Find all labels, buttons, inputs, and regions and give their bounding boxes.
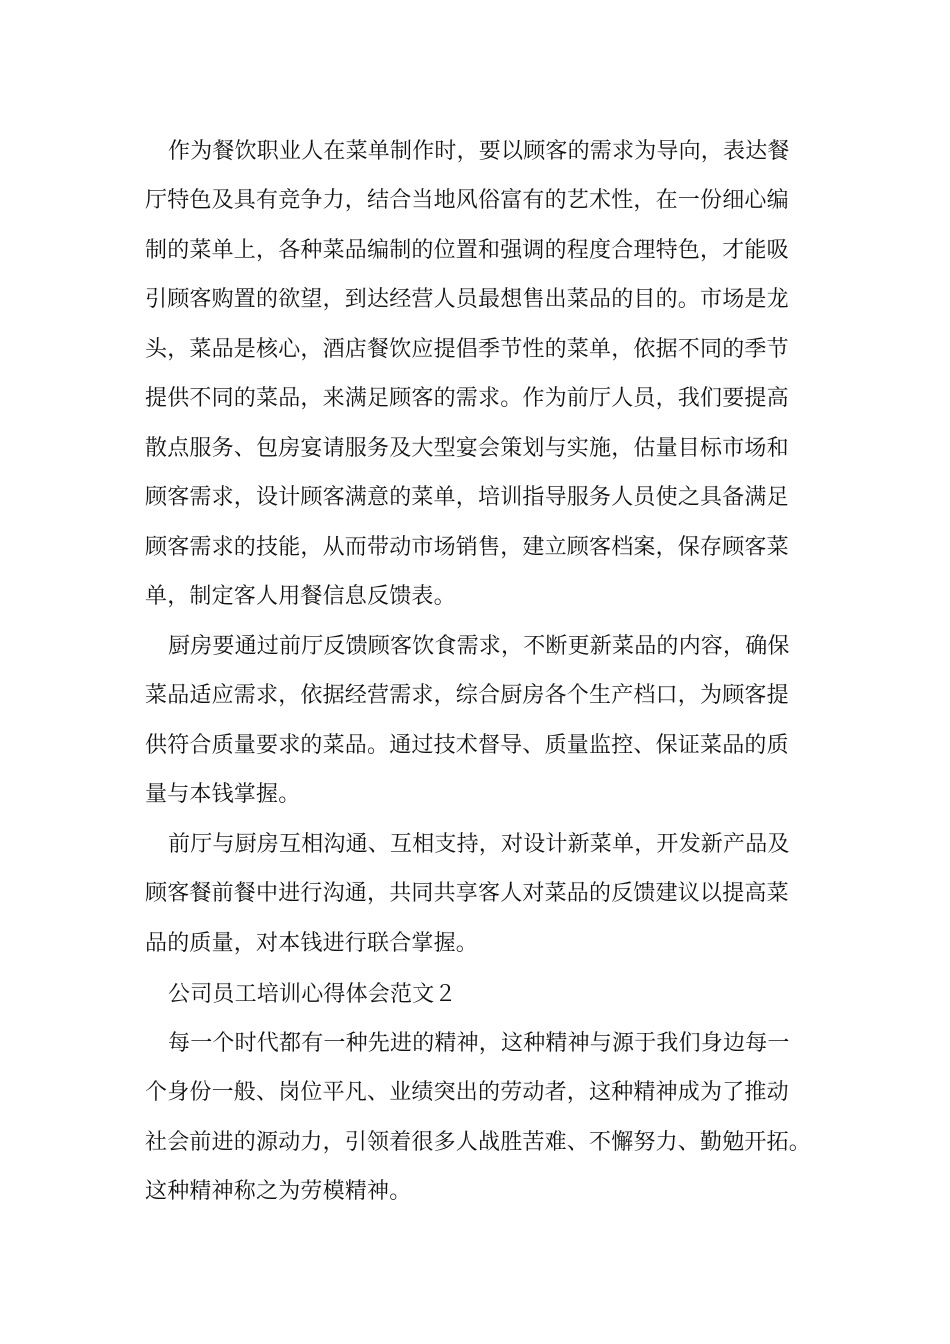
paragraph-line: 个身份一般、岗位平凡、业绩突出的劳动者，这种精神成为了推动 <box>145 1080 789 1105</box>
paragraph-line: 顾客餐前餐中进行沟通，共同共享客人对菜品的反馈建议以提高菜 <box>145 881 789 906</box>
paragraph-line: 提供不同的菜品，来满足顾客的需求。作为前厅人员，我们要提高 <box>145 386 789 411</box>
paragraph-line: 这种精神称之为劳模精神。 <box>145 1179 412 1204</box>
paragraph-line: 品的质量，对本钱进行联合掌握。 <box>145 931 479 956</box>
paragraph-line: 散点服务、包房宴请服务及大型宴会策划与实施，估量目标市场和 <box>145 436 789 461</box>
paragraph-line: 菜品适应需求，依据经营需求，综合厨房各个生产档口，为顾客提 <box>145 683 789 708</box>
section-heading: 公司员工培训心得体会范文２ <box>168 982 457 1007</box>
paragraph-line: 单，制定客人用餐信息反馈表。 <box>145 584 456 609</box>
paragraph-line: 供符合质量要求的菜品。通过技术督导、质量监控、保证菜品的质 <box>145 733 789 758</box>
paragraph-line: 引顾客购置的欲望，到达经营人员最想售出菜品的目的。市场是龙 <box>145 287 789 312</box>
paragraph-line: 量与本钱掌握。 <box>145 782 301 807</box>
paragraph-line: 厨房要通过前厅反馈顾客饮食需求，不断更新菜品的内容，确保 <box>168 634 790 659</box>
paragraph-line: 顾客需求的技能，从而带动市场销售，建立顾客档案，保存顾客菜 <box>145 535 789 560</box>
paragraph-line: 作为餐饮职业人在菜单制作时，要以顾客的需求为导向，表达餐 <box>168 139 790 164</box>
paragraph-line: 顾客需求，设计顾客满意的菜单，培训指导服务人员使之具备满足 <box>145 485 789 510</box>
paragraph-line: 厅特色及具有竞争力，结合当地风俗富有的艺术性，在一份细心编 <box>145 188 789 213</box>
paragraph-line: 制的菜单上，各种菜品编制的位置和强调的程度合理特色，才能吸 <box>145 238 789 263</box>
paragraph-line: 头，菜品是核心，酒店餐饮应提倡季节性的菜单，依据不同的季节 <box>145 337 789 362</box>
paragraph-line: 社会前进的源动力，引领着很多人战胜苦难、不懈努力、勤勉开拓。 <box>145 1130 812 1155</box>
paragraph-line: 前厅与厨房互相沟通、互相支持，对设计新菜单，开发新产品及 <box>168 832 790 857</box>
paragraph-line: 每一个时代都有一种先进的精神，这种精神与源于我们身边每一 <box>168 1031 790 1056</box>
